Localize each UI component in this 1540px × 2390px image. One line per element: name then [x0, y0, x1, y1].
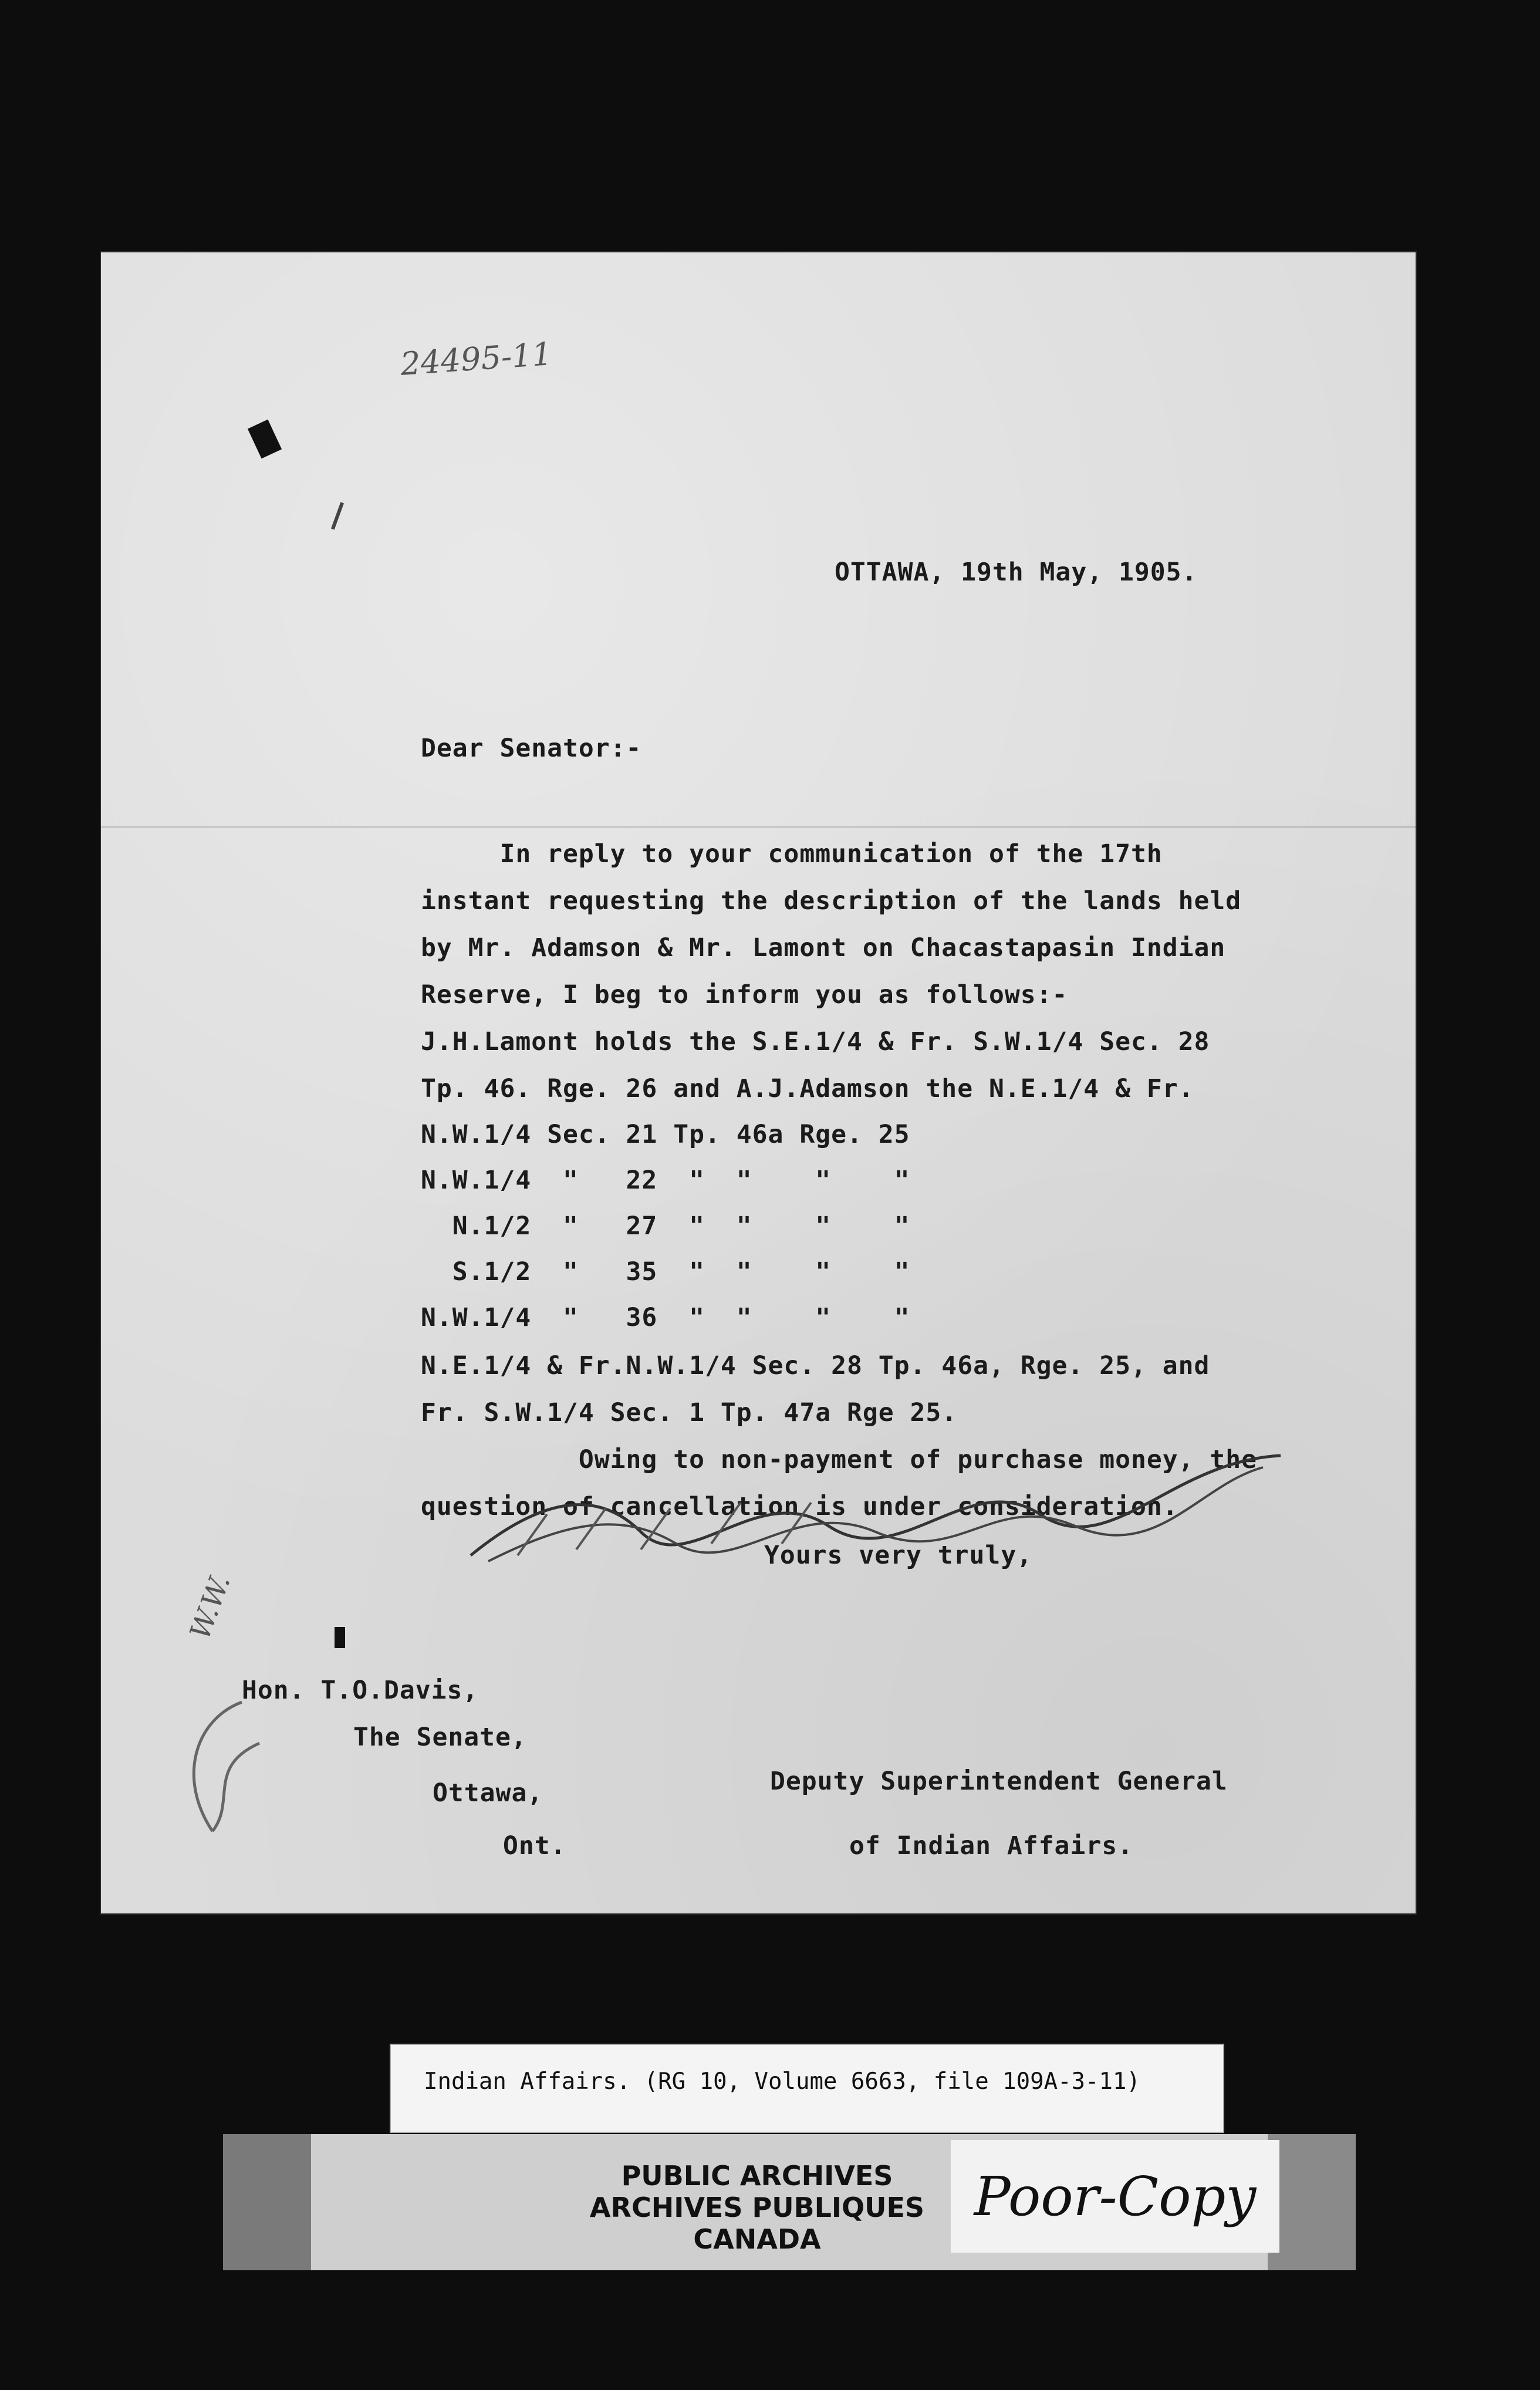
- salutation: Dear Senator:-: [421, 734, 642, 763]
- body-line: N.W.1/4 Sec. 21 Tp. 46a Rge. 25: [421, 1120, 910, 1149]
- body-line: N.W.1/4 " 36 " " " ": [421, 1303, 910, 1332]
- poor-copy-note: Poor-Copy: [951, 2140, 1279, 2253]
- file-number-annotation: 24495-11: [399, 335, 553, 383]
- body-line: instant requesting the description of the lands held: [421, 886, 1242, 916]
- strip-edge-left: [223, 2134, 311, 2270]
- body-line: by Mr. Adamson & Mr. Lamont on Chacastapasin Indian: [421, 933, 1226, 963]
- recipient-line: The Senate,: [353, 1723, 527, 1752]
- margin-flourish: [171, 1696, 277, 1843]
- recipient-line: Hon. T.O.Davis,: [242, 1676, 479, 1705]
- dateline: OTTAWA, 19th May, 1905.: [835, 558, 1198, 587]
- recipient-line: Ottawa,: [433, 1778, 543, 1808]
- body-line: N.W.1/4 " 22 " " " ": [421, 1166, 910, 1195]
- body-line: S.1/2 " 35 " " " ": [421, 1257, 910, 1287]
- stamp-line: PUBLIC ARCHIVES: [621, 2160, 893, 2192]
- strip-edge-right: [1268, 2134, 1356, 2270]
- stamp-line: ARCHIVES PUBLIQUES: [589, 2192, 925, 2223]
- signature-line: Deputy Superintendent General: [770, 1767, 1228, 1796]
- body-line: Reserve, I beg to inform you as follows:-: [421, 980, 1068, 1010]
- body-line: N.1/2 " 27 " " " ": [421, 1211, 910, 1241]
- closing: Yours very truly,: [764, 1541, 1033, 1570]
- archive-reference: Indian Affairs. (RG 10, Volume 6663, file 109A-3-11): [424, 2068, 1140, 2095]
- body-line: Owing to non-payment of purchase money, the: [421, 1445, 1258, 1474]
- ink-mark: [331, 502, 344, 529]
- margin-initials: W.W.: [183, 1570, 237, 1644]
- archive-reference-label: [390, 2044, 1224, 2133]
- body-line: N.E.1/4 & Fr.N.W.1/4 Sec. 28 Tp. 46a, Rge. 25, and: [421, 1351, 1210, 1380]
- recipient-line: Ont.: [503, 1831, 566, 1861]
- body-line: In reply to your communication of the 17th: [421, 839, 1163, 869]
- body-line: Fr. S.W.1/4 Sec. 1 Tp. 47a Rge 25.: [421, 1398, 958, 1427]
- page-fold-line: [101, 826, 1416, 828]
- stamp-line: CANADA: [693, 2223, 821, 2255]
- body-line: question of cancellation is under consideration.: [421, 1492, 1178, 1521]
- ink-blot-margin: [335, 1627, 345, 1648]
- body-line: J.H.Lamont holds the S.E.1/4 & Fr. S.W.1/4 Sec. 28: [421, 1027, 1210, 1056]
- public-archives-stamp: [575, 2160, 939, 2255]
- letter-page: [101, 252, 1416, 1913]
- ink-blot: [248, 420, 282, 459]
- body-line: Tp. 46. Rge. 26 and A.J.Adamson the N.E.1/4 & Fr.: [421, 1074, 1194, 1103]
- signature-line: of Indian Affairs.: [849, 1831, 1133, 1861]
- archive-stamp-strip: [223, 2134, 1356, 2270]
